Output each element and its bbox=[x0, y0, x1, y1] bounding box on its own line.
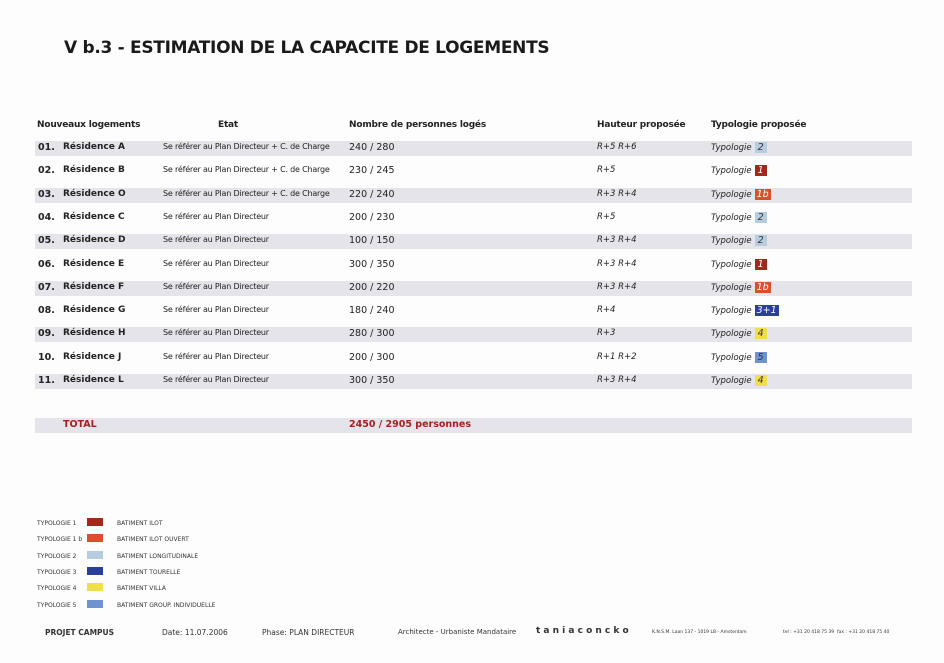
residence-name: Résidence H bbox=[63, 328, 126, 339]
footer-tel: tel : +31 20 418 75 39 bbox=[783, 630, 835, 635]
typology-badge: 4 bbox=[755, 375, 767, 386]
row-persons: 280 / 300 bbox=[349, 328, 395, 340]
legend-description: BATIMENT ILOT bbox=[117, 520, 163, 527]
residence-name: Résidence B bbox=[63, 165, 125, 176]
row-typology bbox=[711, 189, 771, 200]
typology-label: Typologie bbox=[711, 236, 752, 247]
footer-fax: fax : +31 20 418 75 40 bbox=[837, 630, 890, 635]
row-etat: Se référer au Plan Directeur bbox=[163, 211, 269, 221]
typology-label: Typologie bbox=[711, 329, 752, 340]
legend-label: TYPOLOGIE 3 bbox=[37, 568, 77, 576]
row-height: R+5 R+6 bbox=[597, 142, 637, 152]
typology-label: Typologie bbox=[711, 212, 752, 223]
row-typology bbox=[711, 375, 767, 386]
row-height: R+3 R+4 bbox=[597, 281, 637, 292]
row-persons: 230 / 245 bbox=[349, 165, 395, 177]
legend-label: TYPOLOGIE 5 bbox=[37, 601, 77, 609]
typology-label: Typologie bbox=[711, 166, 752, 177]
row-height: R+3 R+4 bbox=[597, 258, 637, 269]
residence-name: Résidence D bbox=[63, 235, 126, 246]
residence-name: Résidence C bbox=[63, 211, 125, 222]
typology-badge: 3+1 bbox=[756, 305, 777, 317]
row-etat: Se référer au Plan Directeur bbox=[163, 281, 269, 291]
typology-badge: 2 bbox=[755, 235, 767, 246]
row-etat: Se référer au Plan Directeur bbox=[163, 258, 269, 268]
typology-badge: 4 bbox=[755, 328, 767, 339]
typology-label: Typologie bbox=[711, 259, 752, 270]
legend-description: BATIMENT GROUP. INDIVIDUELLE bbox=[117, 601, 216, 609]
typology-badge: 1 bbox=[755, 259, 767, 270]
row-etat: Se référer au Plan Directeur bbox=[163, 375, 269, 384]
row-number: 01. bbox=[38, 142, 55, 153]
typology-label: Typologie bbox=[711, 143, 752, 153]
table-row bbox=[35, 304, 912, 319]
legend-description: BATIMENT ILOT OUVERT bbox=[117, 536, 189, 544]
row-number: 09. bbox=[38, 328, 55, 340]
typology-badge: 1b bbox=[756, 281, 769, 293]
row-etat: Se référer au Plan Directeur bbox=[163, 328, 269, 338]
legend-description: BATIMENT TOURELLE bbox=[117, 568, 181, 576]
legend-label: TYPOLOGIE 1 bbox=[37, 520, 77, 527]
row-etat: Se référer au Plan Directeur + C. de Charge bbox=[163, 165, 330, 175]
row-etat: Se référer au Plan Directeur bbox=[163, 305, 269, 315]
footer-phase: Phase: PLAN DIRECTEUR bbox=[262, 628, 355, 637]
row-number: 08. bbox=[38, 305, 55, 317]
table-row bbox=[35, 141, 912, 156]
footer-role: Architecte - Urbaniste Mandataire bbox=[398, 628, 517, 636]
row-height: R+3 R+4 bbox=[597, 188, 637, 199]
row-height: R+5 bbox=[597, 165, 616, 176]
typology-badge: 2 bbox=[755, 142, 767, 153]
row-etat: Se référer au Plan Directeur + C. de Charge bbox=[163, 142, 330, 151]
footer-date: Date: 11.07.2006 bbox=[162, 628, 228, 637]
row-number: 02. bbox=[38, 165, 55, 177]
row-typology bbox=[711, 282, 771, 293]
residence-name: Résidence A bbox=[63, 142, 125, 152]
total-label: TOTAL bbox=[63, 419, 97, 430]
row-number: 11. bbox=[38, 375, 55, 386]
row-number: 05. bbox=[38, 235, 55, 247]
row-typology bbox=[711, 259, 767, 270]
legend-swatch bbox=[87, 534, 103, 542]
page-title: V b.3 - ESTIMATION DE LA CAPACITE DE LOGEMENTS bbox=[64, 38, 550, 58]
row-typology bbox=[711, 212, 767, 223]
table-row bbox=[35, 258, 912, 273]
legend-swatch bbox=[87, 518, 103, 526]
row-height: R+1 R+2 bbox=[597, 351, 637, 362]
header-hauteur: Hauteur proposée bbox=[597, 120, 686, 130]
table-row bbox=[35, 327, 912, 342]
row-etat: Se référer au Plan Directeur bbox=[163, 351, 269, 361]
row-typology bbox=[711, 235, 767, 246]
header-typologie: Typologie proposée bbox=[711, 120, 807, 130]
table-row bbox=[35, 164, 912, 179]
total-row bbox=[35, 418, 912, 433]
row-height: R+4 bbox=[597, 305, 616, 316]
table-row bbox=[35, 211, 912, 226]
total-value: 2450 / 2905 personnes bbox=[349, 419, 472, 430]
legend-label: TYPOLOGIE 4 bbox=[37, 585, 77, 593]
residence-name: Résidence E bbox=[63, 258, 125, 269]
row-typology bbox=[711, 328, 767, 339]
row-etat: Se référer au Plan Directeur + C. de Charge bbox=[163, 188, 330, 198]
row-number: 06. bbox=[38, 258, 55, 270]
typology-badge: 2 bbox=[755, 212, 767, 223]
row-typology bbox=[711, 305, 779, 316]
row-persons: 240 / 280 bbox=[349, 142, 395, 153]
typology-badge: 1b bbox=[756, 188, 769, 200]
table-row bbox=[35, 188, 912, 203]
table-row bbox=[35, 234, 912, 249]
row-height: R+3 bbox=[597, 328, 616, 339]
residence-name: Résidence L bbox=[63, 375, 124, 385]
legend-description: BATIMENT VILLA bbox=[117, 585, 167, 593]
residence-name: Résidence O bbox=[63, 188, 126, 199]
row-typology bbox=[711, 165, 767, 176]
table-row bbox=[35, 281, 912, 296]
legend-description: BATIMENT LONGITUDINALE bbox=[117, 552, 199, 560]
legend-swatch bbox=[87, 600, 103, 608]
row-number: 03. bbox=[38, 188, 55, 200]
typology-badge: 5 bbox=[755, 352, 767, 363]
residence-name: Résidence J bbox=[63, 351, 122, 362]
header-etat: Etat bbox=[218, 120, 239, 130]
residence-name: Résidence F bbox=[63, 281, 125, 292]
row-persons: 200 / 220 bbox=[349, 281, 395, 293]
row-number: 04. bbox=[38, 211, 55, 223]
row-persons: 300 / 350 bbox=[349, 258, 395, 270]
footer-address: K.N.S.M. Laan 137 - 1019 LB - Amsterdam bbox=[652, 630, 747, 635]
legend-label: TYPOLOGIE 2 bbox=[37, 552, 77, 560]
legend-label: TYPOLOGIE 1 b bbox=[37, 536, 83, 544]
row-height: R+5 bbox=[597, 211, 616, 222]
header-logements: Nouveaux logements bbox=[37, 120, 141, 130]
residence-name: Résidence G bbox=[63, 305, 126, 316]
row-persons: 200 / 300 bbox=[349, 351, 395, 363]
legend-swatch bbox=[87, 567, 103, 575]
row-height: R+3 R+4 bbox=[597, 235, 637, 246]
typology-label: Typologie bbox=[711, 306, 752, 317]
row-height: R+3 R+4 bbox=[597, 375, 637, 385]
row-persons: 300 / 350 bbox=[349, 375, 395, 386]
legend-swatch bbox=[87, 583, 103, 591]
table-row bbox=[35, 374, 912, 389]
footer-project: PROJET CAMPUS bbox=[45, 628, 115, 637]
typology-label: Typologie bbox=[711, 282, 752, 293]
row-persons: 200 / 230 bbox=[349, 211, 395, 223]
typology-label: Typologie bbox=[711, 352, 752, 363]
row-persons: 180 / 240 bbox=[349, 305, 395, 317]
legend-swatch bbox=[87, 551, 103, 559]
row-number: 10. bbox=[38, 351, 55, 363]
typology-label: Typologie bbox=[711, 376, 752, 386]
row-persons: 220 / 240 bbox=[349, 188, 395, 200]
typology-label: Typologie bbox=[711, 189, 752, 200]
row-etat: Se référer au Plan Directeur bbox=[163, 235, 269, 245]
header-nombre: Nombre de personnes logés bbox=[349, 120, 486, 130]
row-persons: 100 / 150 bbox=[349, 235, 395, 247]
row-number: 07. bbox=[38, 281, 55, 293]
table-row bbox=[35, 351, 912, 366]
typology-badge: 1 bbox=[755, 165, 767, 176]
footer-firm-logo: t a n i a c o n c k o bbox=[536, 626, 629, 636]
row-typology bbox=[711, 142, 767, 153]
row-typology bbox=[711, 352, 767, 363]
